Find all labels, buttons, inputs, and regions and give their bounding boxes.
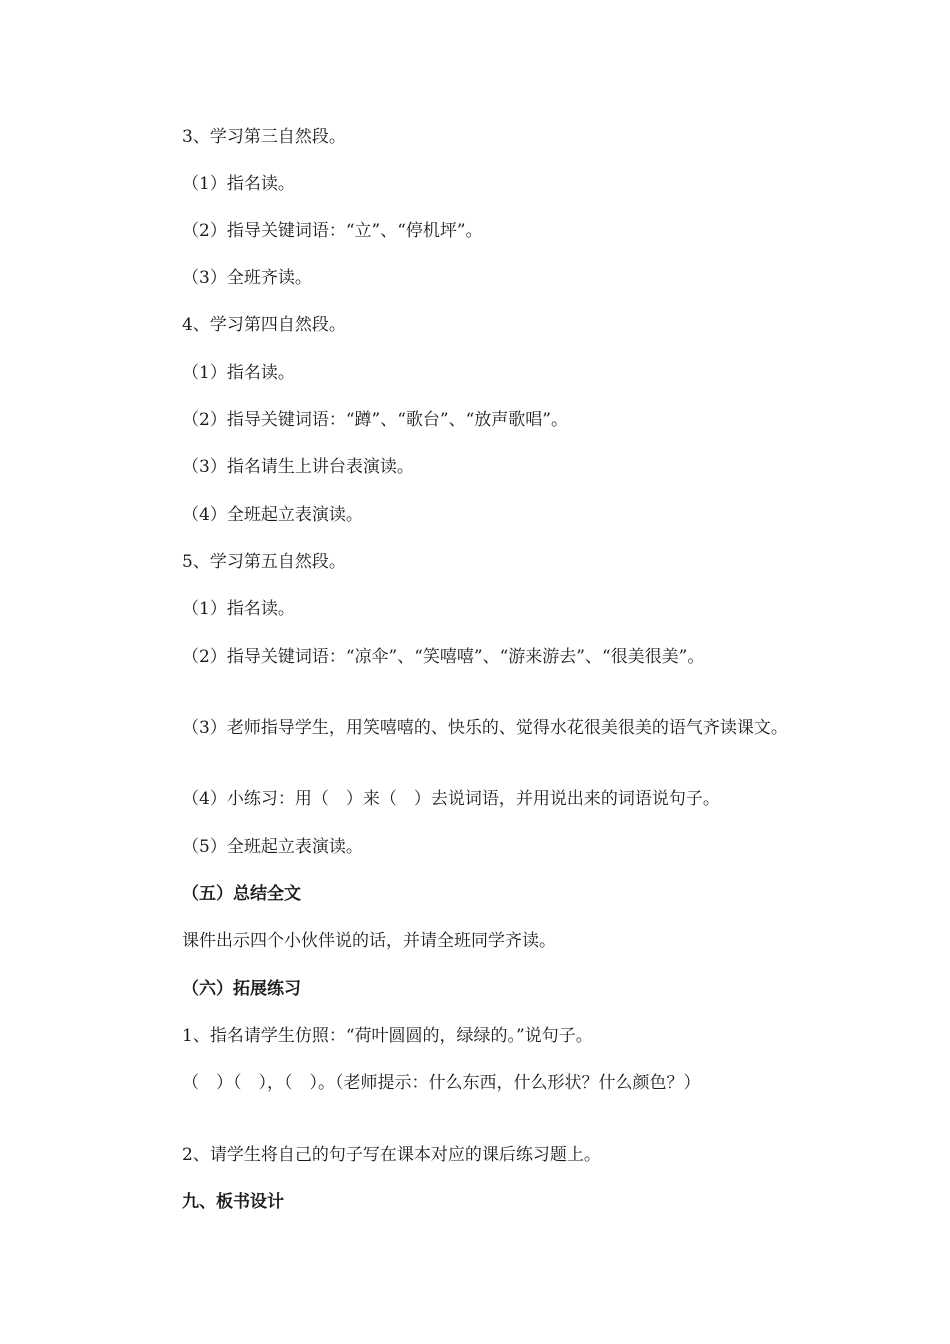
paragraph-4: （3）全班齐读。: [182, 268, 312, 288]
paragraph-8: （3）指名请生上讲台表演读。: [182, 457, 414, 477]
section-heading-extension: （六）拓展练习: [182, 979, 301, 999]
paragraph-3: （2）指导关键词语：“立”、“停机坪”。: [182, 221, 483, 241]
paragraph-9: （4）全班起立表演读。: [182, 505, 363, 525]
paragraph-20: （ ）（ ），（ ）。（老师提示：什么东西，什么形状？什么颜色？）: [182, 1073, 701, 1093]
paragraph-15: （5）全班起立表演读。: [182, 837, 363, 857]
section-heading-board-design: 九、板书设计: [182, 1192, 284, 1212]
paragraph-2: （1）指名读。: [182, 174, 295, 194]
paragraph-19: 1、指名请学生仿照：“荷叶圆圆的，绿绿的。”说句子。: [182, 1026, 593, 1046]
paragraph-17: 课件出示四个小伙伴说的话，并请全班同学齐读。: [182, 931, 556, 951]
paragraph-21: 2、请学生将自己的句子写在课本对应的课后练习题上。: [182, 1145, 601, 1165]
paragraph-13: （3）老师指导学生，用笑嘻嘻的、快乐的、觉得水花很美很美的语气齐读课文。: [182, 718, 788, 738]
paragraph-10: 5、学习第五自然段。: [182, 552, 346, 572]
paragraph-14: （4）小练习：用（ ）来（ ）去说词语，并用说出来的词语说句子。: [182, 789, 720, 809]
paragraph-5: 4、学习第四自然段。: [182, 315, 346, 335]
paragraph-11: （1）指名读。: [182, 599, 295, 619]
paragraph-7: （2）指导关键词语：“蹲”、“歌台”、“放声歌唱”。: [182, 410, 568, 430]
paragraph-6: （1）指名读。: [182, 363, 295, 383]
paragraph-1: 3、学习第三自然段。: [182, 127, 346, 147]
paragraph-12: （2）指导关键词语：“凉伞”、“笑嘻嘻”、“游来游去”、“很美很美”。: [182, 647, 705, 667]
section-heading-summary: （五）总结全文: [182, 884, 301, 904]
